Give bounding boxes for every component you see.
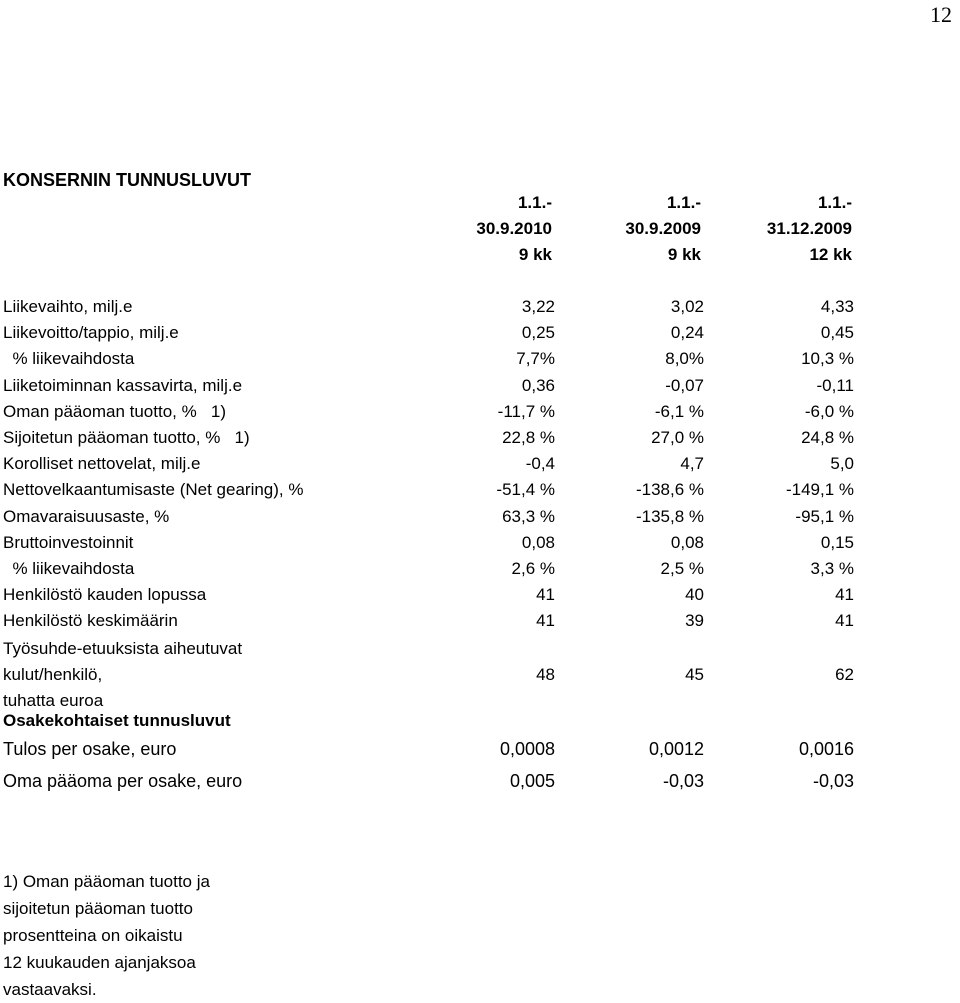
cell-value: 45	[685, 665, 704, 684]
cell-value: 41	[835, 611, 854, 630]
cell-value: 0,0012	[648, 739, 704, 759]
cell-value: -6,1 %	[654, 402, 704, 421]
row-label: Bruttoinvestoinnit	[3, 533, 134, 552]
cell-value: 24,8 %	[801, 428, 854, 447]
cell-value: -6,0 %	[804, 402, 854, 421]
column-header-line2: 31.12.2009	[766, 219, 852, 238]
row-label: Oma pääoma per osake, euro	[3, 771, 243, 791]
table-row	[3, 373, 923, 399]
cell-value: 2,6 %	[511, 559, 555, 578]
table-row	[3, 768, 923, 794]
cell-value: 2,5 %	[660, 559, 704, 578]
row-label-line: tuhatta euroa	[3, 691, 104, 710]
cell-value: 40	[685, 585, 704, 604]
table-row	[3, 399, 923, 425]
cell-value: -51,4 %	[496, 480, 555, 499]
cell-value: 0,25	[521, 323, 555, 342]
row-label: Liikevoitto/tappio, milj.e	[3, 323, 179, 342]
cell-value: 0,15	[820, 533, 854, 552]
column-header-line1: 1.1.-	[517, 193, 552, 212]
row-label: Liiketoiminnan kassavirta, milj.e	[3, 376, 243, 395]
column-header-line2: 30.9.2010	[476, 219, 552, 238]
row-label: Omavaraisuusaste, %	[3, 507, 170, 526]
cell-value: 10,3 %	[801, 349, 854, 368]
cell-value: -149,1 %	[785, 480, 854, 499]
footnote-line: 1) Oman pääoman tuotto ja	[3, 872, 210, 891]
column-header-line3: 9 kk	[667, 245, 701, 264]
row-label: Tulos per osake, euro	[3, 739, 177, 759]
table-row	[3, 320, 923, 346]
column-header-line3: 12 kk	[809, 245, 852, 264]
cell-value: 0,24	[670, 323, 704, 342]
table-row	[3, 530, 923, 556]
cell-value: 0,08	[670, 533, 704, 552]
table-title: KONSERNIN TUNNUSLUVUT	[3, 170, 252, 190]
cell-value: 0,36	[521, 376, 555, 395]
cell-value: 0,45	[820, 323, 854, 342]
column-header-line1: 1.1.-	[817, 193, 852, 212]
table-row	[3, 451, 923, 477]
table-row	[3, 556, 923, 582]
footnote-line: sijoitetun pääoman tuotto	[3, 899, 193, 918]
column-header-2009-full	[767, 190, 852, 268]
cell-value: 4,33	[820, 297, 854, 316]
footnote-line: prosentteina on oikaistu	[3, 926, 183, 945]
table-row	[3, 736, 923, 762]
row-label: Liikevaihto, milj.e	[3, 297, 133, 316]
cell-value: 0,005	[509, 771, 555, 791]
cell-value: 7,7%	[516, 349, 555, 368]
cell-value: 41	[536, 611, 555, 630]
cell-value: 63,3 %	[502, 507, 555, 526]
row-label: Henkilöstö keskimäärin	[3, 611, 178, 630]
cell-value: -11,7 %	[497, 402, 555, 421]
footnote	[3, 868, 210, 1003]
cell-value: 0,0016	[798, 739, 854, 759]
column-header-line3: 9 kk	[518, 245, 552, 264]
row-label: Oman pääoman tuotto, % 1)	[3, 402, 227, 421]
column-header-2010	[476, 190, 552, 268]
cell-value: 22,8 %	[502, 428, 555, 447]
cell-value: -0,11	[816, 376, 854, 395]
cell-value: -0,4	[525, 454, 555, 473]
cell-value: 0,08	[521, 533, 555, 552]
table-row	[3, 294, 923, 320]
cell-value: 3,3 %	[810, 559, 854, 578]
cell-value: 41	[536, 585, 555, 604]
row-label: Nettovelkaantumisaste (Net gearing), %	[3, 480, 304, 499]
table-row	[3, 346, 923, 372]
table-row	[3, 608, 923, 634]
column-header-line2: 30.9.2009	[625, 219, 701, 238]
table-row-employee-benefits	[3, 636, 923, 714]
column-header-2009	[625, 190, 701, 268]
page-number: 12	[930, 2, 952, 27]
footnote-line: 12 kuukauden ajanjaksoa	[3, 953, 196, 972]
cell-value: 62	[835, 665, 854, 684]
cell-value: -0,07	[665, 376, 704, 395]
row-label: Korolliset nettovelat, milj.e	[3, 454, 201, 473]
row-label: % liikevaihdosta	[3, 559, 135, 578]
row-label-line: Työsuhde-etuuksista aiheutuvat	[3, 639, 243, 658]
table-row	[3, 582, 923, 608]
cell-value: 3,22	[521, 297, 555, 316]
cell-value: -135,8 %	[635, 507, 704, 526]
table-row	[3, 425, 923, 451]
row-label	[3, 636, 242, 714]
table-row	[3, 504, 923, 530]
row-label: Henkilöstö kauden lopussa	[3, 585, 207, 604]
cell-value: 3,02	[670, 297, 704, 316]
row-label: % liikevaihdosta	[3, 349, 135, 368]
row-label: Sijoitetun pääoman tuotto, % 1)	[3, 428, 250, 447]
row-label-line: kulut/henkilö,	[3, 665, 103, 684]
cell-value: -95,1 %	[795, 507, 854, 526]
cell-value: 4,7	[680, 454, 704, 473]
cell-value: 48	[536, 665, 555, 684]
table-row	[3, 477, 923, 503]
cell-value: 0,0008	[499, 739, 555, 759]
cell-value: 5,0	[830, 454, 854, 473]
section-title: Osakekohtaiset tunnusluvut	[3, 711, 231, 730]
footnote-line: vastaavaksi.	[3, 980, 97, 999]
cell-value: -0,03	[662, 771, 704, 791]
cell-value: -0,03	[812, 771, 854, 791]
cell-value: 41	[835, 585, 854, 604]
cell-value: 39	[685, 611, 704, 630]
column-header-line1: 1.1.-	[666, 193, 701, 212]
cell-value: 8,0%	[665, 349, 704, 368]
cell-value: -138,6 %	[635, 480, 704, 499]
cell-value: 27,0 %	[651, 428, 704, 447]
